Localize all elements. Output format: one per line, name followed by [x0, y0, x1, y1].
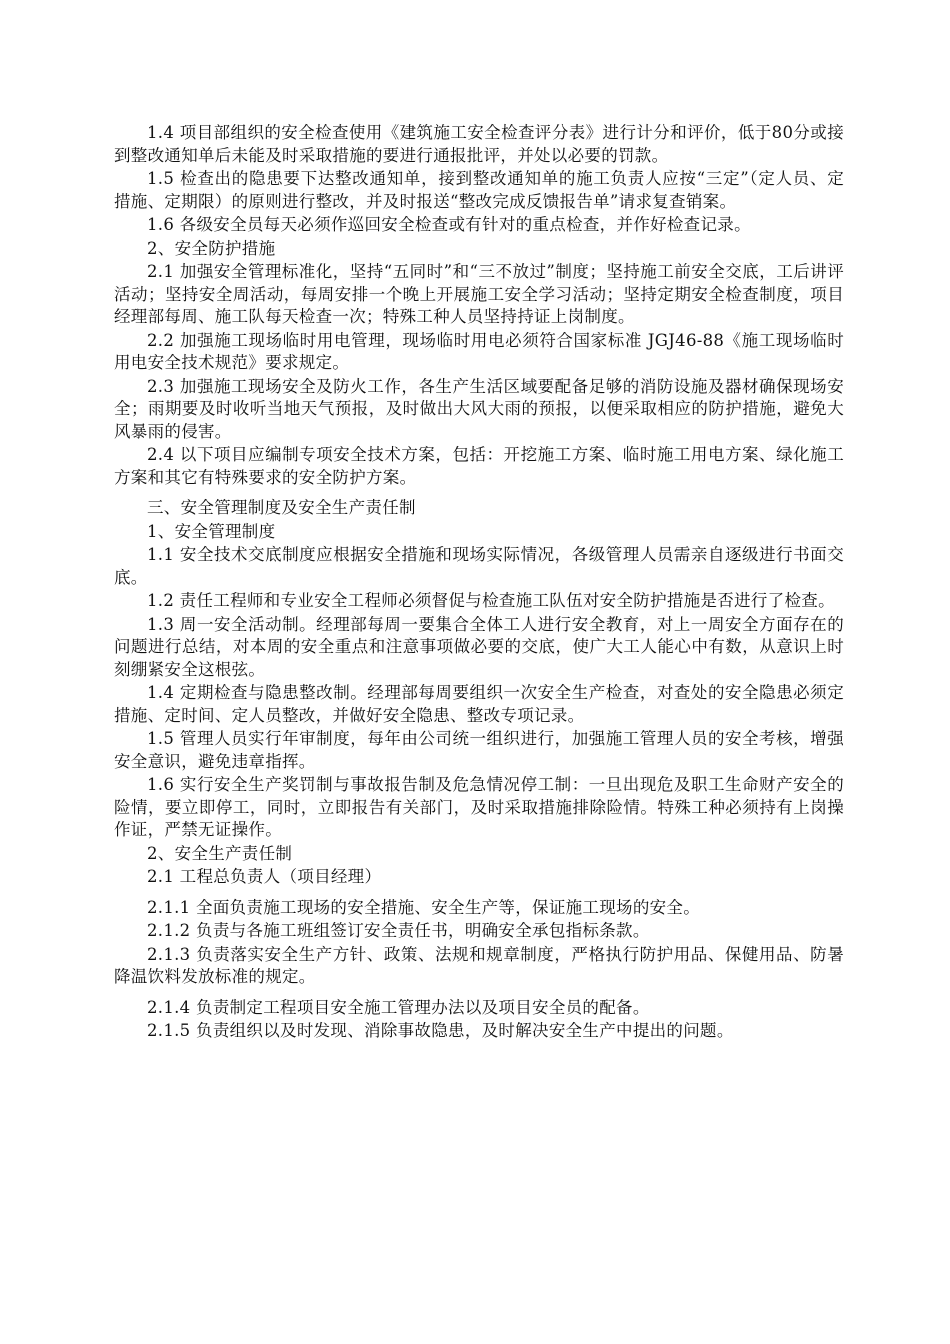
- paragraph: 1.4 项目部组织的安全检查使用《建筑施工安全检查评分表》进行计分和评价，低于80分或接到整改通知单后未能及时采取措施的要进行通报批评，并处以必要的罚款。: [114, 123, 844, 165]
- paragraph: 1.1 安全技术交底制度应根据安全措施和现场实际情况，各级管理人员需亲自逐级进行书面交底。: [114, 545, 844, 587]
- paragraph: 2.1.3 负责落实安全生产方针、政策、法规和规章制度，严格执行防护用品、保健用品、防暑降温饮料发放标准的规定。: [114, 944, 844, 986]
- paragraph: 1.5 管理人员实行年审制度，每年由公司统一组织进行，加强施工管理人员的安全考核，增强安全意识，避免违章指挥。: [114, 729, 844, 771]
- section-heading: 2、安全生产责任制: [147, 843, 293, 863]
- paragraph: 2.2 加强施工现场临时用电管理，现场临时用电必须符合国家标准 JGJ46-88《施工现场临时用电安全技术规范》要求规定。: [114, 330, 844, 372]
- paragraph: 2.3 加强施工现场安全及防火工作，各生产生活区域要配备足够的消防设施及器材确保现场安全；雨期要及时收听当地天气预报，及时做出大风大雨的预报，以便采取相应的防护措施，避免大风暴雨的侵害。: [114, 376, 844, 441]
- paragraph: 2.1.4 负责制定工程项目安全施工管理办法以及项目安全员的配备。: [147, 997, 650, 1017]
- paragraph: 2.1 加强安全管理标准化，坚持“五同时”和“三不放过”制度；坚持施工前安全交底，工后讲评活动；坚持安全周活动，每周安排一个晚上开展施工安全学习活动；坚持定期安全检查制度，项目经理部每周、施工队每天检查一次；特殊工种人员坚持持证上岗制度。: [114, 262, 844, 326]
- paragraph: 2.1.2 负责与各施工班组签订安全责任书，明确安全承包指标条款。: [147, 921, 650, 940]
- section-heading: 1、安全管理制度: [147, 521, 276, 541]
- paragraph: 1.2 责任工程师和专业安全工程师必须督促与检查施工队伍对安全防护措施是否进行了检查。: [147, 591, 835, 610]
- paragraph: 1.6 各级安全员每天必须作巡回安全检查或有针对的重点检查，并作好检查记录。: [147, 215, 751, 234]
- paragraph: 2.1.5 负责组织以及时发现、消除事故隐患，及时解决安全生产中提出的问题。: [147, 1021, 734, 1040]
- subsection-heading: 2.1 工程总负责人（项目经理）: [147, 867, 382, 886]
- paragraph: 1.5 检查出的隐患要下达整改通知单，接到整改通知单的施工负责人应按“三定”（定人员、定措施、定期限）的原则进行整改，并及时报送“整改完成反馈报告单”请求复查销案。: [114, 169, 844, 211]
- paragraph: 2.4 以下项目应编制专项安全技术方案，包括：开挖施工方案、临时施工用电方案、绿化施工方案和其它有特殊要求的安全防护方案。: [114, 445, 844, 487]
- section-heading: 2、安全防护措施: [147, 238, 276, 258]
- paragraph: 1.3 周一安全活动制。经理部每周一要集合全体工人进行安全教育，对上一周安全方面存在的问题进行总结，对本周的安全重点和注意事项做必要的交底，使广大工人能心中有数，从意识上时刻绷紧安全这根弦。: [114, 614, 844, 679]
- document-body: [114, 122, 844, 1044]
- paragraph: 2.1.1 全面负责施工现场的安全措施、安全生产等，保证施工现场的安全。: [147, 897, 701, 917]
- chapter-heading: 三、安全管理制度及安全生产责任制: [147, 498, 416, 517]
- paragraph: 1.6 实行安全生产奖罚制与事故报告制及危急情况停工制：一旦出现危及职工生命财产安全的险情，要立即停工，同时，立即报告有关部门，及时采取措施排除险情。特殊工种必须持有上岗操作证，严禁无证操作。: [114, 775, 844, 839]
- paragraph: 1.4 定期检查与隐患整改制。经理部每周要组织一次安全生产检查，对查处的安全隐患必须定措施、定时间、定人员整改，并做好安全隐患、整改专项记录。: [114, 683, 844, 725]
